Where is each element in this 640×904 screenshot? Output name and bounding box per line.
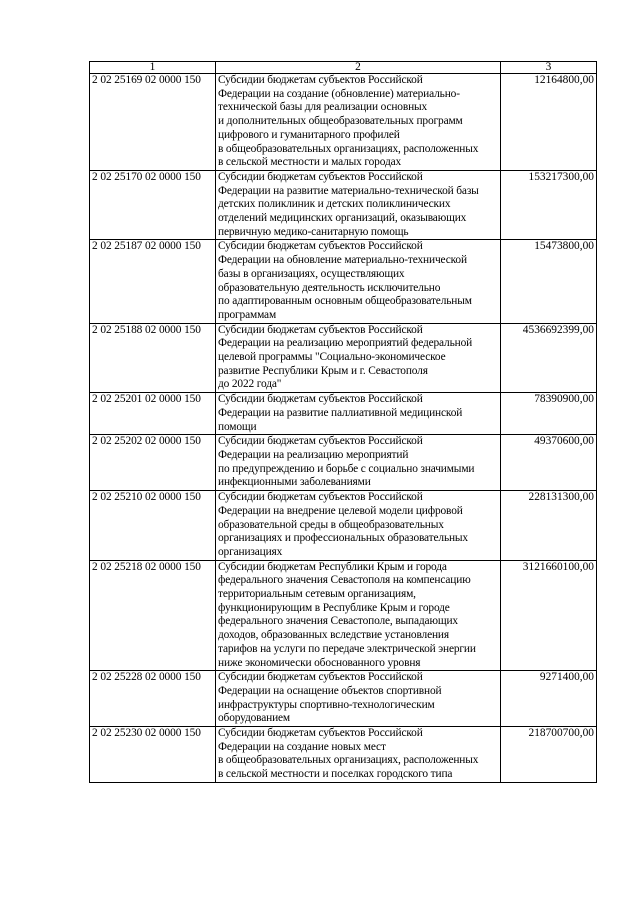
amount-cell: 4536692399,00	[501, 323, 597, 393]
amount-cell: 153217300,00	[501, 170, 597, 240]
description-cell: Субсидии бюджетам субъектов Российской Федерации на развитие материально-технической базы детских поликлиник и детских поликлинических отделений медицинских организаций, оказывающих первичную медико-санитарную помощь	[216, 170, 501, 240]
description-cell: Субсидии бюджетам субъектов Российской Федерации на создание новых мест в общеобразовательных организациях, расположенных в сельской местности и поселках городского типа	[216, 727, 501, 783]
table-body	[90, 74, 597, 783]
table-row	[90, 491, 597, 561]
description-cell: Субсидии бюджетам субъектов Российской Федерации на реализацию мероприятий федеральной целевой программы "Социально-экономическое развитие Республики Крым и г. Севастополя до 2022 года"	[216, 323, 501, 393]
budget-code-cell: 2 02 25218 02 0000 150	[90, 560, 216, 671]
table-row	[90, 560, 597, 671]
description-cell: Субсидии бюджетам субъектов Российской Федерации на реализацию мероприятий по предупреждению и борьбе с социально значимыми инфекционными заболеваниями	[216, 435, 501, 491]
amount-cell: 9271400,00	[501, 671, 597, 727]
table-row	[90, 671, 597, 727]
description-cell: Субсидии бюджетам субъектов Российской Федерации на оснащение объектов спортивной инфраструктуры спортивно-технологическим оборудованием	[216, 671, 501, 727]
description-cell: Субсидии бюджетам субъектов Российской Федерации на обновление материально-технической базы в организациях, осуществляющих образовательную деятельность исключительно по адаптированным основным общеобразовательным программам	[216, 240, 501, 323]
budget-code-cell: 2 02 25202 02 0000 150	[90, 435, 216, 491]
description-cell: Субсидии бюджетам Республики Крым и города федерального значения Севастополя на компенсацию территориальным сетевым организациям, функционирующим в Республике Крым и городе федерального значения Севастополе, выпадающих доходов, образованных вследствие установления тарифов на услуги по передаче электрической энергии ниже экономически обоснованного уровня	[216, 560, 501, 671]
amount-cell: 218700700,00	[501, 727, 597, 783]
budget-revenue-table	[89, 61, 597, 783]
amount-cell: 12164800,00	[501, 74, 597, 171]
budget-code-cell: 2 02 25187 02 0000 150	[90, 240, 216, 323]
amount-cell: 15473800,00	[501, 240, 597, 323]
column-header-1: 1	[90, 62, 216, 74]
budget-code-cell: 2 02 25188 02 0000 150	[90, 323, 216, 393]
description-cell: Субсидии бюджетам субъектов Российской Федерации на развитие паллиативной медицинской помощи	[216, 393, 501, 435]
budget-code-cell: 2 02 25228 02 0000 150	[90, 671, 216, 727]
table-row	[90, 727, 597, 783]
amount-cell: 49370600,00	[501, 435, 597, 491]
table-header	[90, 62, 597, 74]
table-row	[90, 74, 597, 171]
table-row	[90, 393, 597, 435]
budget-code-cell: 2 02 25201 02 0000 150	[90, 393, 216, 435]
table-row	[90, 323, 597, 393]
description-cell: Субсидии бюджетам субъектов Российской Федерации на внедрение целевой модели цифровой образовательной среды в общеобразовательных организациях и профессиональных образовательных организациях	[216, 491, 501, 561]
column-header-2: 2	[216, 62, 501, 74]
budget-code-cell: 2 02 25170 02 0000 150	[90, 170, 216, 240]
amount-cell: 3121660100,00	[501, 560, 597, 671]
budget-code-cell: 2 02 25230 02 0000 150	[90, 727, 216, 783]
amount-cell: 78390900,00	[501, 393, 597, 435]
header-row	[90, 62, 597, 74]
amount-cell: 228131300,00	[501, 491, 597, 561]
column-header-3: 3	[501, 62, 597, 74]
budget-code-cell: 2 02 25169 02 0000 150	[90, 74, 216, 171]
budget-code-cell: 2 02 25210 02 0000 150	[90, 491, 216, 561]
table-row	[90, 240, 597, 323]
description-cell: Субсидии бюджетам субъектов Российской Федерации на создание (обновление) материально- технической базы для реализации основных и дополнительных общеобразовательных программ цифрового и гуманитарного профилей в общеобразовательных организациях, расположенных в сельской местности и малых городах	[216, 74, 501, 171]
table-row	[90, 435, 597, 491]
table-row	[90, 170, 597, 240]
